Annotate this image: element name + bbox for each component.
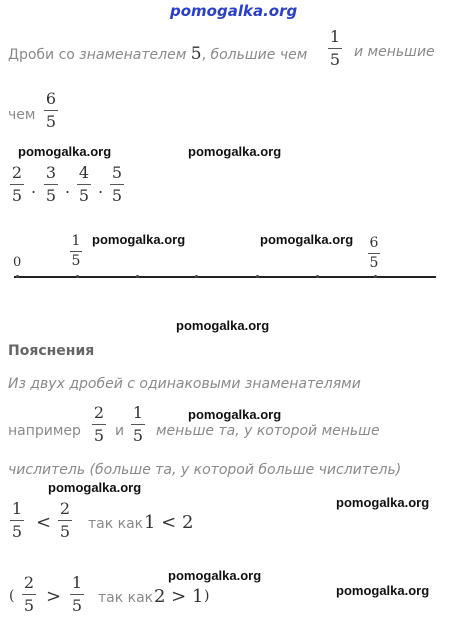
fraction-denominator: 5 — [329, 50, 341, 69]
separator-dot: . — [98, 178, 104, 197]
explanation-line-3: числитель (больше та, у которой больше числитель) — [8, 462, 402, 478]
fraction-numerator: 4 — [78, 163, 90, 182]
ex1-since: так как — [88, 516, 144, 532]
answer-fraction-4-5 — [77, 164, 91, 205]
fraction-numerator: 1 — [132, 403, 144, 422]
number-line-zero: 0 — [13, 255, 22, 270]
fraction-1-5-intro — [328, 28, 342, 69]
fraction-numerator: 1 — [329, 27, 341, 46]
number-line-label-1-5 — [70, 234, 82, 269]
watermark-label[interactable]: pomogalka.org — [18, 144, 112, 159]
intro-line-2: чем — [8, 107, 36, 123]
ex2-fraction-a — [22, 574, 36, 615]
intro-italic-2: большие чем — [210, 47, 308, 63]
intro-line-1-end: и меньшие — [354, 44, 435, 60]
explanation-and: и — [115, 423, 125, 439]
number-line-tick — [256, 275, 259, 278]
fraction-denominator: 5 — [45, 186, 57, 205]
fraction-denominator: 5 — [369, 255, 379, 271]
fraction-denominator: 5 — [93, 426, 105, 445]
number-line-tick — [16, 275, 19, 278]
intro-line-1 — [8, 44, 307, 64]
fraction-6-5-intro — [44, 90, 58, 131]
intro-denominator: 5 — [190, 44, 202, 64]
example-fraction-2-5 — [92, 404, 106, 445]
answer-fraction-5-5 — [110, 164, 124, 205]
watermark-label[interactable]: pomogalka.org — [260, 232, 354, 247]
explanation-line-2-rest: меньше та, у которой меньше — [156, 423, 380, 439]
fraction-denominator: 5 — [132, 426, 144, 445]
number-line-tick — [195, 275, 198, 278]
intro-text: Дроби со — [8, 47, 80, 63]
watermark-label[interactable]: pomogalka.org — [92, 232, 186, 247]
intro-comma: , — [201, 47, 211, 63]
fraction-denominator: 5 — [59, 522, 71, 541]
fraction-numerator: 1 — [71, 573, 83, 592]
fraction-numerator: 6 — [45, 89, 57, 108]
fraction-denominator: 5 — [23, 596, 35, 615]
ex2-fraction-b — [70, 574, 84, 615]
fraction-numerator: 2 — [59, 499, 71, 518]
fraction-denominator: 5 — [71, 253, 81, 269]
fraction-numerator: 1 — [11, 499, 23, 518]
fraction-numerator: 3 — [45, 163, 57, 182]
ex2-comparison: 2 > 1 — [154, 586, 204, 607]
ex1-comparison: 1 < 2 — [144, 512, 194, 533]
fraction-denominator: 5 — [45, 112, 57, 131]
fraction-numerator: 2 — [11, 163, 23, 182]
fraction-denominator: 5 — [11, 186, 23, 205]
number-line-tick — [316, 275, 319, 278]
fraction-numerator: 5 — [111, 163, 123, 182]
fraction-numerator: 2 — [93, 403, 105, 422]
fraction-denominator: 5 — [111, 186, 123, 205]
ex1-operator: < — [36, 512, 52, 533]
watermark-label[interactable]: pomogalka.org — [48, 480, 142, 495]
number-line-tick — [136, 275, 139, 278]
ex2-operator: > — [46, 586, 62, 607]
watermark-label[interactable]: pomogalka.org — [176, 318, 270, 333]
explanation-line-2-prefix: например — [8, 423, 81, 439]
explanation-line-1: Из двух дробей с одинаковыми знаменателями — [8, 376, 361, 392]
number-line-tick — [374, 275, 377, 278]
ex1-fraction-a — [10, 500, 24, 541]
fraction-numerator: 1 — [71, 233, 81, 249]
explanation-heading: Пояснения — [8, 343, 95, 359]
ex1-fraction-b — [58, 500, 72, 541]
separator-dot: . — [65, 178, 71, 197]
watermark-label[interactable]: pomogalka.org — [188, 144, 282, 159]
number-line-label-6-5 — [368, 236, 380, 271]
separator-dot: . — [31, 178, 37, 197]
fraction-numerator: 6 — [369, 235, 379, 251]
fraction-denominator: 5 — [11, 522, 23, 541]
intro-italic: знаменателем — [79, 47, 187, 63]
site-watermark-top[interactable]: pomogalka.org — [170, 2, 298, 20]
ex2-close-paren: ) — [204, 588, 210, 604]
ex2-since: так как — [98, 590, 154, 606]
answer-fraction-3-5 — [44, 164, 58, 205]
watermark-label[interactable]: pomogalka.org — [188, 407, 282, 422]
fraction-numerator: 2 — [23, 573, 35, 592]
fraction-denominator: 5 — [71, 596, 83, 615]
watermark-label[interactable]: pomogalka.org — [336, 495, 430, 510]
watermark-label[interactable]: pomogalka.org — [336, 583, 430, 598]
ex2-open-paren: ( — [9, 588, 15, 604]
example-fraction-1-5 — [131, 404, 145, 445]
watermark-label[interactable]: pomogalka.org — [168, 568, 262, 583]
answer-fraction-2-5 — [10, 164, 24, 205]
number-line-tick — [76, 275, 79, 278]
fraction-denominator: 5 — [78, 186, 90, 205]
